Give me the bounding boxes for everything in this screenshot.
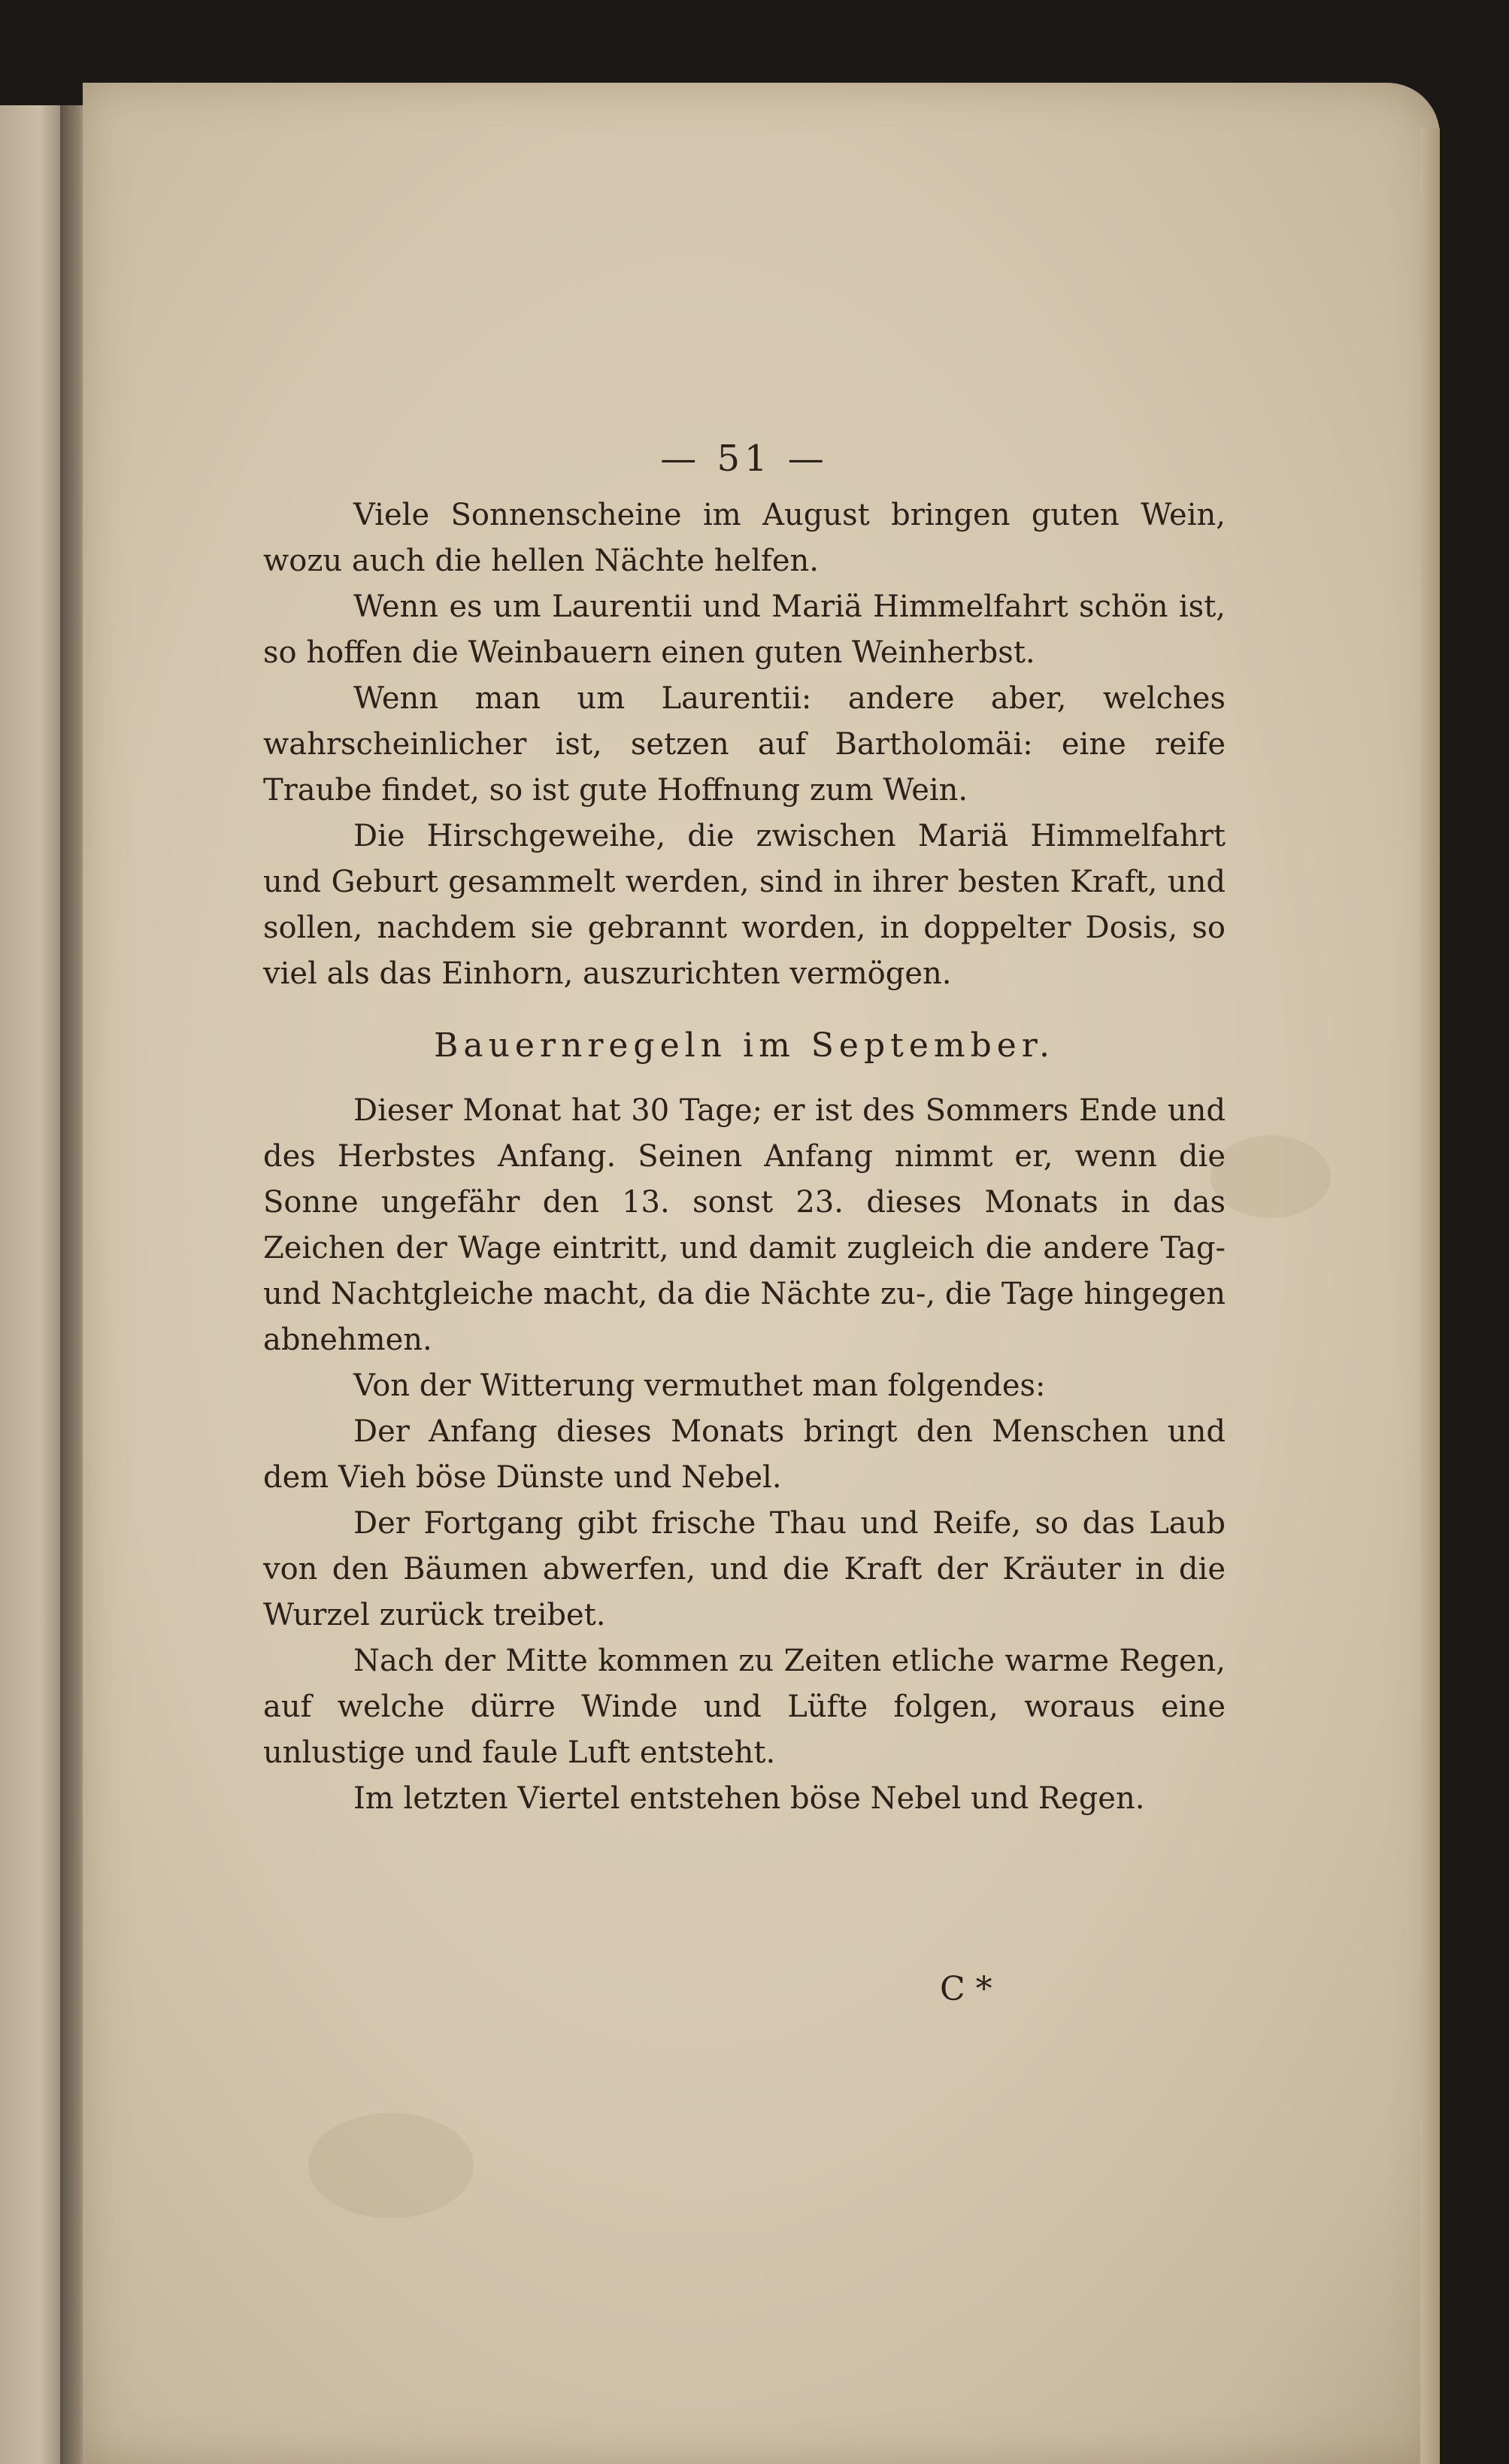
section-heading: Bauernregeln im September. bbox=[434, 1026, 1055, 1065]
paragraph: Der Anfang dieses Monats bringt den Menschen und dem Vieh böse Dünste und Nebel. bbox=[263, 1414, 1226, 1495]
page-body bbox=[263, 492, 1226, 1822]
paragraph: Der Fortgang gibt frische Thau und Reife, so das Laub von den Bäumen abwerfen, und die Kraft der Kräuter in die Wurzel zurück treibet. bbox=[263, 1506, 1226, 1632]
paragraph: Viele Sonnenscheine im August bringen guten Wein, wozu auch die hellen Nächte helfen. bbox=[263, 498, 1226, 578]
paragraph: Von der Witterung vermuthet man folgendes: bbox=[353, 1368, 1046, 1403]
page-number: — 51 — bbox=[660, 438, 829, 480]
page-stain bbox=[1211, 1135, 1331, 1218]
printer-signature: C * bbox=[940, 1970, 992, 2008]
paragraph: Nach der Mitte kommen zu Zeiten etliche warme Regen, auf welche dürre Winde und Lüfte folgen, woraus eine unlustige und faule Luft entsteht. bbox=[263, 1644, 1226, 1770]
paragraph: Die Hirschgeweihe, die zwischen Mariä Himmelfahrt und Geburt gesammelt werden, sind in ihrer besten Kraft, und sollen, nachdem sie gebrannt worden, in doppelter Dosis, so viel als das Einhorn, auszurichten vermögen. bbox=[263, 819, 1226, 991]
paragraph: Dieser Monat hat 30 Tage; er ist des Sommers Ende und des Herbstes Anfang. Seinen Anfang nimmt er, wenn die Sonne ungefähr den 13. sonst 23. dieses Monats in das Zeichen der Wage eintritt, und damit zugleich die andere Tag- und Nachtgleiche macht, da die Nächte zu-, die Tage hingegen abnehmen. bbox=[263, 1093, 1226, 1357]
paragraph: Wenn man um Laurentii: andere aber, welches wahrscheinlicher ist, setzen auf Bartholomäi: eine reife Traube findet, so ist gute Hoffnung zum Wein. bbox=[263, 681, 1226, 808]
paragraph: Wenn es um Laurentii und Mariä Himmelfahrt schön ist, so hoffen die Weinbauern einen guten Weinherbst. bbox=[263, 589, 1226, 670]
page-edge bbox=[1420, 128, 1440, 2464]
book-page bbox=[83, 83, 1440, 2464]
page-stain bbox=[308, 2113, 474, 2218]
paragraph: Im letzten Viertel entstehen böse Nebel und Regen. bbox=[353, 1781, 1145, 1816]
